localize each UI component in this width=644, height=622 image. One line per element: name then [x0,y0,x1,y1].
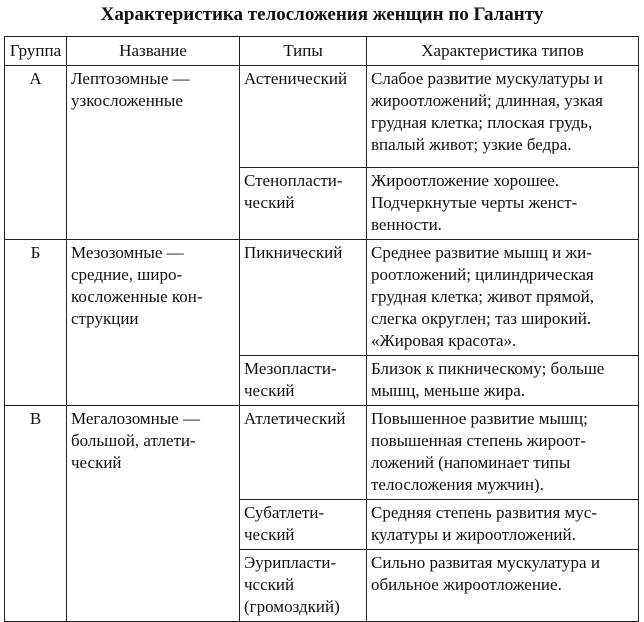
table-row [5,240,639,356]
table-row [5,66,639,168]
header-types: Типы [240,37,367,66]
group-name: Лептозомные — узкосложенные [67,66,240,240]
type-name: Мезопласти-ческий [240,356,367,406]
type-description: Близок к пикническому; больше мышц, меньше жира. [367,356,639,406]
table-title: Характеристика телосложения женщин по Галанту [100,4,544,25]
table-row [5,406,639,500]
type-description: Средняя степень развития мус-кулатуры и жироотложений. [367,500,639,550]
group-letter: В [5,406,67,622]
header-group: Группа [5,37,67,66]
group-name: Мегалозомные — большой, атлети-ческий [67,406,240,622]
type-description: Среднее развитие мышц и жи-роотложений; цилиндрическая грудная клетка; живот прямой, слегка округлен; таз широкий. «Жировая красота». [367,240,639,356]
type-name: Атлетический [240,406,367,500]
type-description: Повышенное развитие мышц; повышенная степень жироот-ложений (напоминает типы телосложения мужчин). [367,406,639,500]
type-name: Эурипласти-чсский (громоздкий) [240,550,367,622]
type-name: Стенопласти-ческий [240,168,367,240]
type-name: Астенический [240,66,367,168]
group-letter: Б [5,240,67,406]
group-name: Мезозомные — средние, широ-косложенные кон-струкции [67,240,240,406]
header-row [5,37,639,66]
header-characteristics: Характеристика типов [367,37,639,66]
type-description: Слабое развитие мускулатуры и жироотложений; длинная, узкая грудная клетка; плоская грудь, впалый живот; узкие бедра. [367,66,639,168]
group-letter: А [5,66,67,240]
body-type-table [4,36,639,622]
type-name: Субатлети-ческий [240,500,367,550]
header-name: Название [67,37,240,66]
type-description: Жироотложение хорошее. Подчеркнутые черты женст-венности. [367,168,639,240]
type-description: Сильно развитая мускулатура и обильное жироотложение. [367,550,639,622]
type-name: Пикнический [240,240,367,356]
